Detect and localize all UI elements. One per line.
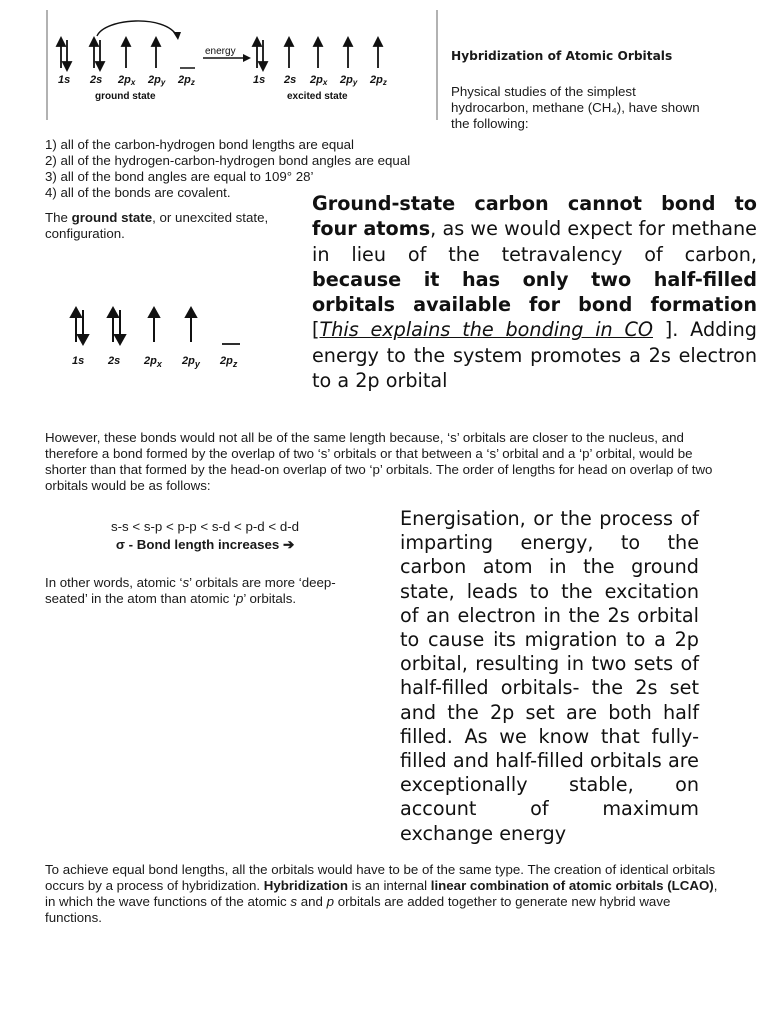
- orbital-diagram-top-svg: [45, 10, 440, 122]
- fact-item: 2) all of the hydrogen-carbon-hydrogen bond angles are equal: [45, 153, 411, 168]
- g-label-2pz: $2p_z$: [220, 355, 238, 369]
- ground-state-explanation: Ground-state carbon cannot bond to four atoms, as we would expect for methane in lieu of the tetravalency of carbon, because it has only two half-filled orbitals available for bond formation [This explains the bonding in CO ]. Adding energy to the system promotes a 2s electron to a 2p orbital: [312, 192, 757, 393]
- ground-state-caption: ground state: [95, 91, 156, 102]
- bond-length-caption: σ - Bond length increases ➔: [115, 537, 295, 552]
- orbital-diagram-ground-svg: [60, 300, 260, 378]
- g-label-2py: $2p_y$: [182, 355, 200, 369]
- energisation-explanation: Energisation, or the process of imparting energy, to the carbon atom in the ground state, leads to the excitation of an electron in the 2s orbital to cause its migration to a 2p orbital, resulting in two sets of half-filled orbitals- the 2s set and the 2p set are both half filled. As we know that fully-filled and half-filled orbitals are exceptionally stable, on account of maximum exchange energy: [400, 507, 699, 845]
- orbital-diagram-top: [45, 10, 440, 122]
- ground-label-2py: 2py: [148, 74, 166, 87]
- ground-label-2pz: 2pz: [178, 74, 195, 87]
- other-words-paragraph: In other words, atomic ‘s’ orbitals are more ‘deep-seated’ in the atom than atomic ‘p’ orbitals.: [45, 575, 336, 606]
- ground-label-2s: 2s: [90, 74, 103, 86]
- ground-label-2px: 2px: [118, 74, 136, 87]
- excited-label-2py: 2py: [340, 74, 358, 87]
- g-label-2px: $2p_x$: [144, 355, 162, 369]
- excited-label-2s: 2s: [284, 74, 297, 86]
- hybridization-paragraph: To achieve equal bond lengths, all the orbitals would have to be of the same type. The creation of identical orbitals occurs by a process of hybridization. Hybridization is an internal linear combination of atomic orbitals (LCAO), in which the wave functions of the atomic s and p orbitals are added together to generate new hybrid wave functions.: [45, 862, 718, 925]
- ground-label-1s: 1s: [58, 74, 71, 86]
- energy-label: energy: [205, 46, 236, 57]
- excited-state-caption: excited state: [287, 91, 348, 102]
- g-label-1s: 1s: [72, 355, 85, 367]
- intro-title: Hybridization of Atomic Orbitals: [451, 49, 673, 63]
- excited-label-1s: 1s: [253, 74, 266, 86]
- ground-state-note: The ground state, or unexcited state, configuration.: [45, 210, 269, 241]
- excited-label-2px: 2px: [310, 74, 328, 87]
- however-paragraph: However, these bonds would not all be of the same length because, ‘s’ orbitals are closer to the nucleus, and therefore a bond formed by the overlap of two ‘s’ orbitals or that between a ‘s’ orbital and a ‘p’ orbital, would be shorter than that formed by the head-on overlap of two ‘p’ orbitals. The order of lengths for head on overlap of two orbitals would be as follows:: [45, 430, 713, 493]
- excited-label-2pz: 2pz: [370, 74, 387, 87]
- fact-item: 3) all of the bond angles are equal to 109° 28’: [45, 169, 314, 184]
- g-label-2s: 2s: [108, 355, 121, 367]
- bond-length-order: s-s < s-p < p-p < s-d < p-d < d-d: [110, 519, 300, 534]
- fact-item: 1) all of the carbon-hydrogen bond lengths are equal: [45, 137, 354, 152]
- orbital-diagram-ground: [60, 300, 260, 378]
- fact-item: 4) all of the bonds are covalent.: [45, 185, 231, 200]
- intro-text: Physical studies of the simplest hydrocarbon, methane (CH₄), have shown the following:: [451, 84, 700, 131]
